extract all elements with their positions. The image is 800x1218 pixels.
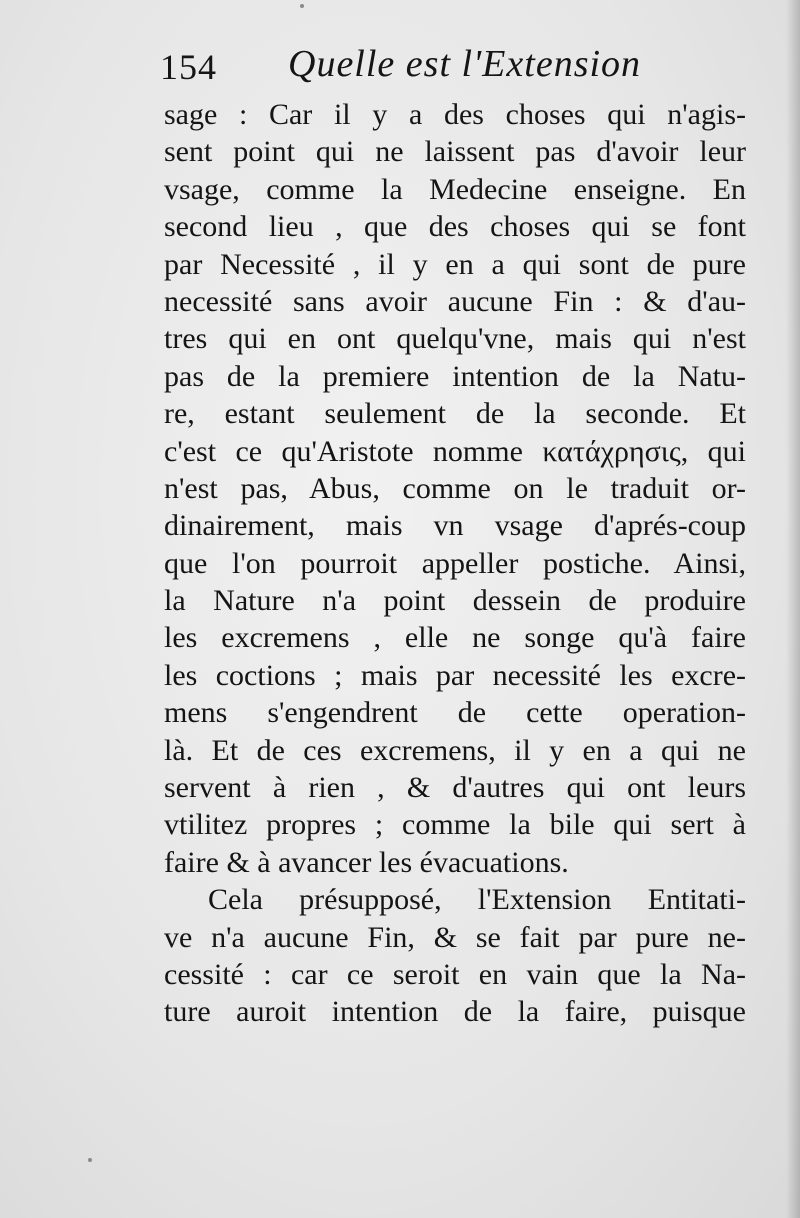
text-line: vsage, comme la Medecine enseigne. En bbox=[164, 172, 746, 206]
text-line: Cela présupposé, l'Extension Entitati- bbox=[208, 883, 746, 917]
text-line: c'est ce qu'Aristote nomme κατάχρησις, qui bbox=[164, 434, 746, 468]
text-line: ve n'a aucune Fin, & se fait par pure ne- bbox=[164, 920, 746, 954]
text-line: les excremens , elle ne songe qu'à faire bbox=[164, 621, 746, 655]
paper-speck bbox=[88, 1158, 92, 1162]
paragraph-2 bbox=[164, 881, 746, 1031]
body-text bbox=[164, 96, 746, 1031]
page-header bbox=[160, 42, 760, 98]
paper-speck bbox=[300, 4, 304, 8]
text-line: sage : Car il y a des choses qui n'agis- bbox=[164, 98, 746, 131]
text-line: sent point qui ne laissent pas d'avoir leur bbox=[164, 135, 746, 169]
text-line: n'est pas, Abus, comme on le traduit or- bbox=[164, 471, 746, 505]
text-line: necessité sans avoir aucune Fin : & d'au- bbox=[164, 284, 746, 318]
text-line: que l'on pourroit appeller postiche. Ainsi, bbox=[164, 546, 746, 580]
text-line: dinairement, mais vn vsage d'aprés-coup bbox=[164, 509, 746, 543]
text-line: re, estant seulement de la seconde. Et bbox=[164, 397, 746, 431]
text-line: cessité : car ce seroit en vain que la Na- bbox=[164, 957, 746, 991]
page-number: 154 bbox=[160, 47, 217, 87]
text-line: ture auroit intention de la faire, puisque bbox=[164, 995, 746, 1029]
text-line: vtilitez propres ; comme la bile qui sert à bbox=[164, 808, 746, 842]
running-title: Quelle est l'Extension bbox=[288, 43, 642, 85]
page-edge-shadow bbox=[786, 0, 800, 1218]
text-line: servent à rien , & d'autres qui ont leurs bbox=[164, 771, 746, 805]
text-line: par Necessité , il y en a qui sont de pure bbox=[164, 247, 746, 281]
text-line: faire & à avancer les évacuations. bbox=[164, 845, 569, 879]
text-line: les coctions ; mais par necessité les excre- bbox=[164, 658, 746, 692]
text-line: second lieu , que des choses qui se font bbox=[164, 210, 746, 244]
text-line: la Nature n'a point dessein de produire bbox=[164, 584, 746, 618]
text-line: pas de la premiere intention de la Natu- bbox=[164, 359, 746, 393]
paragraph-1 bbox=[164, 96, 746, 881]
text-line: tres qui en ont quelqu'vne, mais qui n'est bbox=[164, 322, 746, 356]
text-line: mens s'engendrent de cette operation- bbox=[164, 696, 746, 730]
text-line: là. Et de ces excremens, il y en a qui ne bbox=[164, 733, 746, 767]
